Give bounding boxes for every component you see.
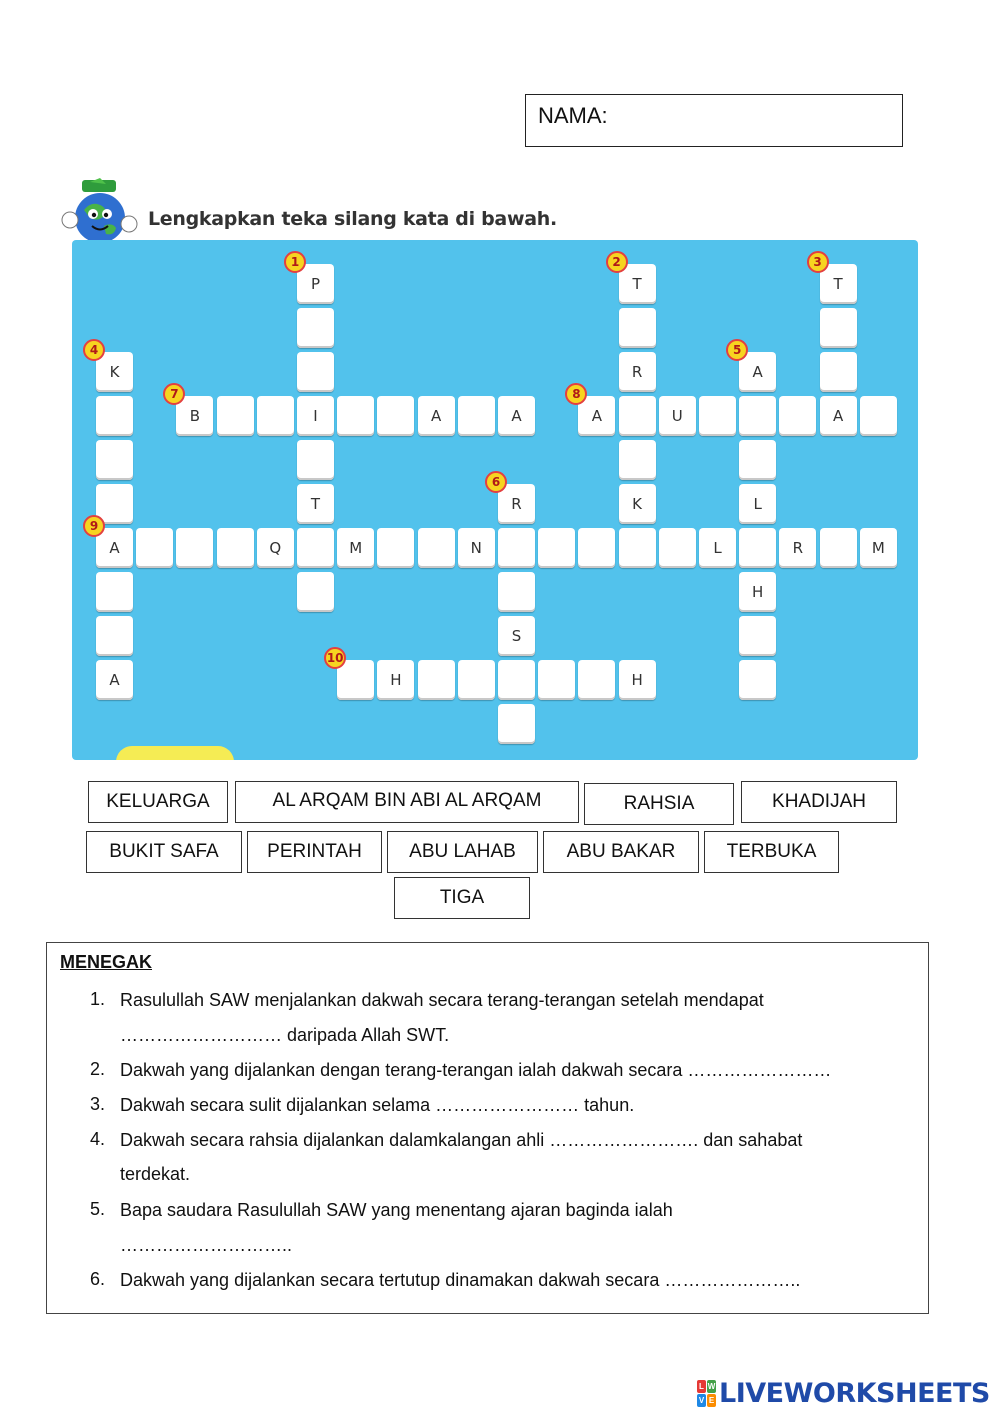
word-bank-item[interactable]: PERINTAH [247, 831, 382, 873]
question-number: 3. [90, 1094, 106, 1114]
crossword-cell-empty[interactable] [377, 528, 414, 568]
word-bank-item[interactable]: ABU LAHAB [387, 831, 538, 873]
crossword-cell-filled[interactable]: A [418, 396, 455, 436]
crossword-cell-filled[interactable]: P [297, 264, 334, 304]
crossword-cell-empty[interactable] [498, 572, 535, 612]
crossword-cell-empty[interactable] [418, 660, 455, 700]
crossword-cell-empty[interactable] [578, 660, 615, 700]
crossword-cell-empty[interactable] [779, 396, 816, 436]
crossword-cell-empty[interactable] [297, 572, 334, 612]
crossword-board [72, 240, 918, 760]
word-bank-item[interactable]: BUKIT SAFA [86, 831, 242, 873]
crossword-cell-empty[interactable] [860, 396, 897, 436]
crossword-cell-empty[interactable] [739, 660, 776, 700]
crossword-cell-empty[interactable] [498, 528, 535, 568]
crossword-cell-filled[interactable]: H [739, 572, 776, 612]
crossword-cell-filled[interactable]: K [619, 484, 656, 524]
crossword-cell-empty[interactable] [96, 440, 133, 480]
word-bank-item[interactable]: AL ARQAM BIN ABI AL ARQAM [235, 781, 579, 823]
liveworksheets-logo-icon: L W V E [698, 1381, 716, 1405]
board-tab [116, 746, 234, 760]
crossword-cell-empty[interactable] [176, 528, 213, 568]
clue-number-badge: 9 [83, 515, 105, 537]
crossword-cell-empty[interactable] [458, 660, 495, 700]
question-number: 1. [90, 989, 106, 1009]
crossword-cell-filled[interactable]: L [699, 528, 736, 568]
liveworksheets-watermark [697, 1378, 990, 1408]
crossword-cell-filled[interactable]: R [619, 352, 656, 392]
crossword-cell-empty[interactable] [498, 704, 535, 744]
crossword-cell-empty[interactable] [96, 572, 133, 612]
crossword-cell-filled[interactable]: A [739, 352, 776, 392]
crossword-cell-empty[interactable] [619, 528, 656, 568]
crossword-cell-empty[interactable] [739, 616, 776, 656]
word-bank-item[interactable]: RAHSIA [584, 783, 734, 825]
question-text: Bapa saudara Rasulullah SAW yang menentang ajaran baginda ialah [120, 1200, 673, 1220]
clue-number-badge: 6 [485, 471, 507, 493]
name-label: NAMA: [538, 103, 608, 128]
crossword-cell-filled[interactable]: Q [257, 528, 294, 568]
crossword-cell-empty[interactable] [458, 396, 495, 436]
crossword-cell-filled[interactable]: A [498, 396, 535, 436]
clue-number-badge: 2 [606, 251, 628, 273]
crossword-cell-filled[interactable]: T [297, 484, 334, 524]
crossword-cell-filled[interactable]: U [659, 396, 696, 436]
crossword-cell-empty[interactable] [257, 396, 294, 436]
question-text-continued: terdekat. [120, 1164, 191, 1184]
crossword-cell-filled[interactable]: A [820, 396, 857, 436]
instruction-text: Lengkapkan teka silang kata di bawah. [148, 208, 557, 230]
crossword-cell-empty[interactable] [498, 660, 535, 700]
crossword-cell-empty[interactable] [739, 440, 776, 480]
crossword-cell-empty[interactable] [297, 440, 334, 480]
word-bank-item[interactable]: TERBUKA [704, 831, 839, 873]
question-text-continued: ……………………… daripada Allah SWT. [120, 1025, 450, 1045]
question-number: 2. [90, 1059, 106, 1079]
crossword-cell-empty[interactable] [96, 396, 133, 436]
globe-mascot-icon [60, 178, 138, 248]
crossword-cell-filled[interactable]: M [860, 528, 897, 568]
questions-heading: MENEGAK [60, 952, 153, 972]
clue-number-badge: 4 [83, 339, 105, 361]
name-field[interactable] [525, 94, 903, 147]
clue-number-badge: 8 [565, 383, 587, 405]
crossword-cell-filled[interactable]: S [498, 616, 535, 656]
crossword-cell-filled[interactable]: A [578, 396, 615, 436]
crossword-cell-empty[interactable] [820, 352, 857, 392]
crossword-cell-empty[interactable] [297, 528, 334, 568]
word-bank-item[interactable]: TIGA [394, 877, 530, 919]
crossword-cell-empty[interactable] [699, 396, 736, 436]
instruction-row [60, 178, 660, 248]
crossword-cell-empty[interactable] [578, 528, 615, 568]
crossword-cell-empty[interactable] [337, 660, 374, 700]
crossword-cell-filled[interactable]: T [820, 264, 857, 304]
question-text: Dakwah secara sulit dijalankan selama …………………… tahun. [120, 1095, 635, 1115]
watermark-text: LIVEWORKSHEETS [719, 1377, 990, 1409]
question-number: 6. [90, 1269, 106, 1289]
crossword-cell-filled[interactable]: N [458, 528, 495, 568]
crossword-cell-empty[interactable] [820, 308, 857, 348]
crossword-cell-empty[interactable] [136, 528, 173, 568]
clue-number-badge: 1 [284, 251, 306, 273]
crossword-cell-filled[interactable]: A [96, 660, 133, 700]
crossword-cell-empty[interactable] [297, 308, 334, 348]
clue-number-badge: 10 [324, 647, 346, 669]
question-text-continued: ……………………….. [120, 1235, 293, 1255]
crossword-cell-filled[interactable]: I [297, 396, 334, 436]
crossword-cell-filled[interactable]: A [96, 528, 133, 568]
crossword-cell-empty[interactable] [418, 528, 455, 568]
question-text: Dakwah yang dijalankan secara tertutup dinamakan dakwah secara ………………….. [120, 1270, 801, 1290]
clue-number-badge: 5 [726, 339, 748, 361]
question-text: Dakwah secara rahsia dijalankan dalamkalangan ahli ……………………. dan sahabat [120, 1130, 803, 1150]
crossword-cell-empty[interactable] [217, 396, 254, 436]
crossword-cell-empty[interactable] [377, 396, 414, 436]
crossword-cell-filled[interactable]: M [337, 528, 374, 568]
clue-number-badge: 3 [807, 251, 829, 273]
crossword-cell-empty[interactable] [659, 528, 696, 568]
crossword-cell-filled[interactable]: B [176, 396, 213, 436]
question-number: 5. [90, 1199, 106, 1219]
crossword-cell-empty[interactable] [538, 660, 575, 700]
word-bank-item[interactable]: ABU BAKAR [543, 831, 699, 873]
crossword-cell-empty[interactable] [217, 528, 254, 568]
crossword-cell-empty[interactable] [96, 616, 133, 656]
clue-number-badge: 7 [163, 383, 185, 405]
crossword-cell-filled[interactable]: K [96, 352, 133, 392]
crossword-cell-empty[interactable] [337, 396, 374, 436]
crossword-cell-filled[interactable]: R [498, 484, 535, 524]
crossword-cell-empty[interactable] [739, 528, 776, 568]
question-text: Rasulullah SAW menjalankan dakwah secara terang-terangan setelah mendapat [120, 990, 764, 1010]
crossword-cell-filled[interactable]: H [377, 660, 414, 700]
word-bank-item[interactable]: KHADIJAH [741, 781, 897, 823]
question-number: 4. [90, 1129, 106, 1149]
crossword-cell-empty[interactable] [820, 528, 857, 568]
word-bank-item[interactable]: KELUARGA [88, 781, 228, 823]
crossword-cell-filled[interactable]: H [619, 660, 656, 700]
crossword-cell-empty[interactable] [619, 308, 656, 348]
question-text: Dakwah yang dijalankan dengan terang-terangan ialah dakwah secara …………………… [120, 1060, 832, 1080]
crossword-cell-empty[interactable] [619, 440, 656, 480]
crossword-cell-filled[interactable]: R [779, 528, 816, 568]
crossword-cell-empty[interactable] [538, 528, 575, 568]
crossword-cell-empty[interactable] [739, 396, 776, 436]
crossword-cell-empty[interactable] [297, 352, 334, 392]
crossword-cell-empty[interactable] [619, 396, 656, 436]
crossword-cell-filled[interactable]: T [619, 264, 656, 304]
questions-box [46, 942, 929, 1314]
crossword-cell-filled[interactable]: L [739, 484, 776, 524]
